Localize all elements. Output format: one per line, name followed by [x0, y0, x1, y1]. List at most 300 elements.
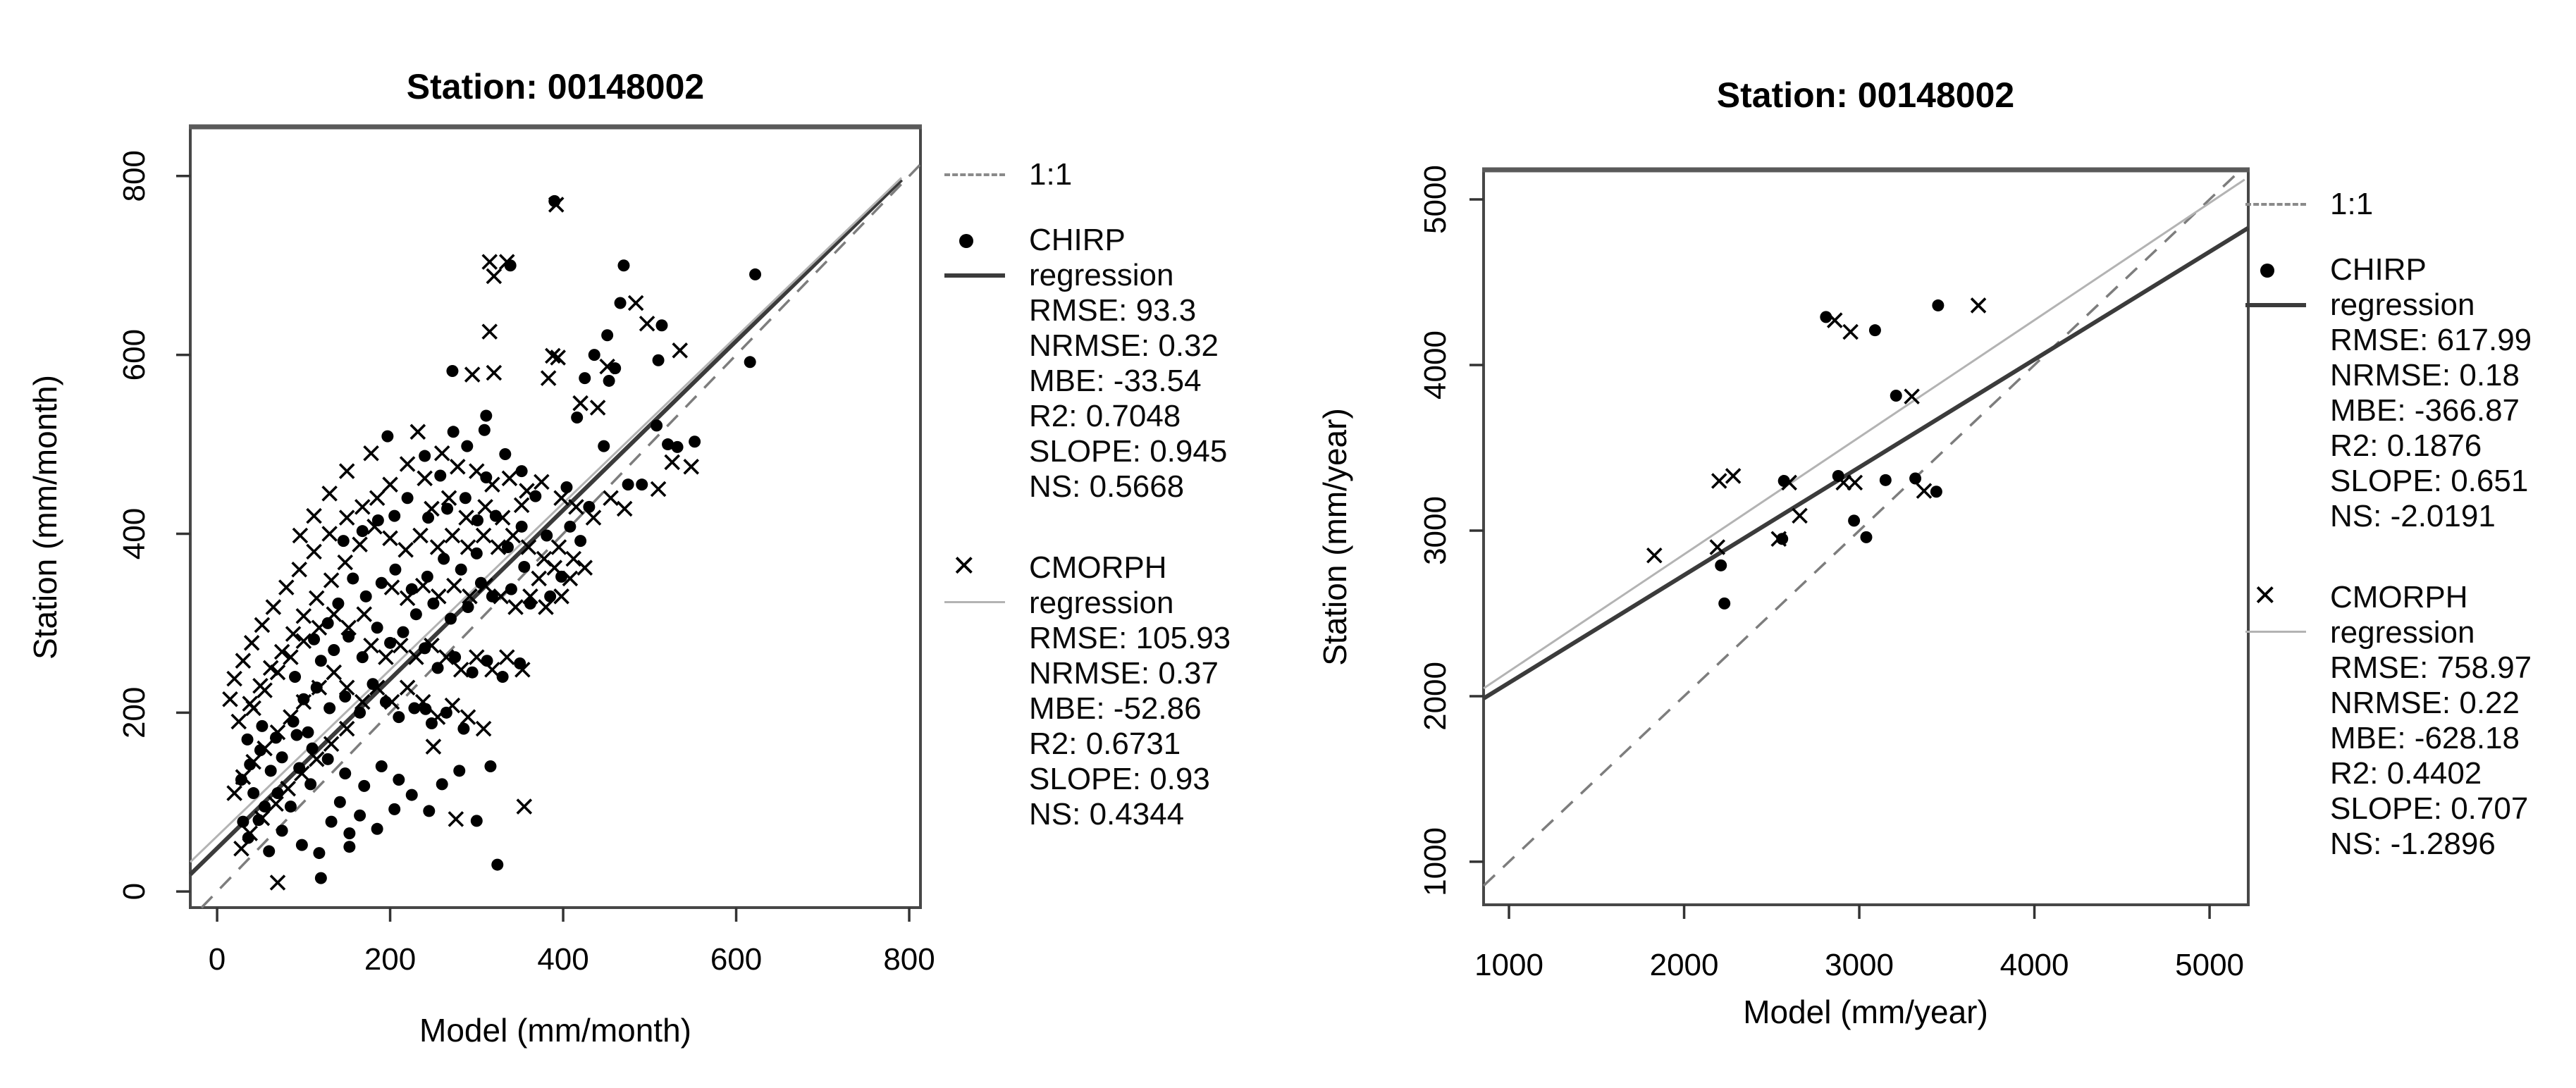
- chirp-point: [328, 644, 340, 656]
- one-to-one-label: 1:1: [2330, 187, 2374, 221]
- cmorph-regression-line: [190, 178, 901, 862]
- cmorph-point: [323, 526, 337, 540]
- cmorph-point: [393, 638, 407, 653]
- chirp-point: [471, 548, 483, 560]
- chirp-point: [453, 765, 465, 777]
- chirp-point: [480, 409, 492, 421]
- one-to-one-line-swatch: [2245, 203, 2306, 206]
- legend-item-1to1: [2245, 186, 2573, 223]
- cmorph-point: [1793, 509, 1807, 523]
- y-tick-label: 400: [117, 507, 152, 560]
- chirp-point: [358, 780, 370, 792]
- chirp-point: [445, 613, 457, 625]
- cmorph-stat-line: SLOPE: 0.93: [1029, 762, 1210, 796]
- chirp-point: [332, 598, 344, 610]
- cmorph-point: [228, 672, 242, 686]
- chirp-point: [347, 572, 359, 584]
- chirp-stat-line: SLOPE: 0.651: [2330, 464, 2529, 498]
- cmorph-point: [357, 607, 371, 622]
- chirp-point: [1718, 598, 1730, 610]
- cmorph-stat-lines: [1029, 586, 1231, 832]
- cmorph-point: [617, 502, 631, 516]
- cmorph-point: [1917, 484, 1931, 498]
- chirp-point: [322, 753, 334, 765]
- cmorph-point: [269, 797, 283, 811]
- cmorph-point: [442, 491, 456, 505]
- cmorph-point: [1711, 540, 1725, 554]
- cmorph-stat-line: R2: 0.4402: [2330, 756, 2482, 791]
- cmorph-point: [591, 401, 605, 415]
- chirp-point: [461, 440, 473, 452]
- chirp-point: [427, 598, 439, 610]
- cmorph-regression-swatch: [2245, 631, 2306, 633]
- one-to-one-line: [202, 164, 920, 908]
- y-tick-label: 4000: [1418, 330, 1453, 400]
- chirp-stat-line: MBE: -366.87: [2330, 393, 2520, 428]
- chirp-point: [601, 329, 613, 341]
- chirp-point: [402, 492, 414, 504]
- x-axis-label: Model (mm/year): [1743, 994, 1988, 1030]
- x-tick-label: 1000: [1474, 948, 1543, 982]
- chirp-point: [653, 354, 665, 366]
- cmorph-point: [506, 528, 520, 543]
- cmorph-point: [1844, 325, 1858, 339]
- chirp-point: [615, 297, 627, 309]
- one-to-one-swatch-wrap: [2245, 186, 2330, 223]
- chirp-point: [516, 465, 528, 477]
- cmorph-point: [586, 511, 600, 525]
- chirp-point: [471, 815, 483, 827]
- chirp-swatch-col: [944, 223, 1029, 505]
- cmorph-point: [465, 368, 479, 382]
- chirp-point: [406, 789, 418, 801]
- chirp-stat-line: RMSE: 93.3: [1029, 293, 1197, 328]
- chirp-point: [360, 591, 372, 602]
- cmorph-point: [517, 800, 531, 814]
- y-tick-label: 1000: [1418, 827, 1453, 896]
- cmorph-point: [567, 552, 581, 566]
- plot-title: Station: 00148002: [406, 67, 705, 106]
- y-tick-label: 600: [117, 328, 152, 381]
- x-tick-label: 0: [208, 942, 226, 977]
- cmorph-point: [555, 491, 569, 505]
- chirp-point: [603, 375, 615, 387]
- y-axis-label: Station (mm/year): [1317, 408, 1353, 666]
- cmorph-point: [604, 491, 618, 505]
- cmorph-x-marker-icon: ×: [2254, 574, 2276, 616]
- cmorph-point: [309, 752, 323, 766]
- chirp-point: [455, 564, 467, 576]
- cmorph-x-marker-icon: ×: [953, 544, 975, 586]
- chirp-point: [371, 823, 383, 835]
- chirp-dot-marker-icon: [959, 234, 973, 248]
- chirp-stat-line: NS: -2.0191: [2330, 499, 2496, 533]
- cmorph-regression-line: [1484, 180, 2245, 688]
- chirp-point: [1860, 531, 1872, 543]
- chirp-point: [564, 521, 576, 533]
- chirp-point: [393, 774, 405, 786]
- cmorph-point: [532, 571, 546, 586]
- chirp-point: [326, 816, 338, 828]
- cmorph-point: [309, 591, 323, 605]
- cmorph-point: [364, 446, 378, 460]
- chirp-point: [289, 671, 301, 683]
- chirp-point: [323, 702, 335, 714]
- chirp-stat-line: regression: [2330, 288, 2475, 322]
- cmorph-point: [431, 540, 445, 555]
- y-tick-label: 2000: [1418, 662, 1453, 731]
- cmorph-point: [323, 486, 337, 500]
- x-tick-label: 2000: [1649, 948, 1719, 982]
- y-tick-label: 800: [117, 150, 152, 202]
- cmorph-point: [519, 484, 534, 498]
- chirp-series-label: CHIRP: [2330, 252, 2427, 287]
- cmorph-point: [479, 500, 493, 514]
- cmorph-point: [255, 618, 269, 632]
- chirp-point: [749, 268, 761, 280]
- chirp-point: [598, 440, 610, 452]
- chirp-point: [446, 365, 458, 377]
- chirp-point: [265, 765, 277, 777]
- cmorph-point: [1712, 474, 1726, 488]
- cmorph-point: [340, 464, 354, 478]
- cmorph-point: [640, 316, 654, 330]
- chirp-point: [397, 626, 409, 638]
- cmorph-point: [1848, 476, 1862, 490]
- chirp-stat-line: NRMSE: 0.18: [2330, 358, 2520, 392]
- x-axis-label: Model (mm/month): [419, 1012, 691, 1049]
- cmorph-point: [307, 545, 321, 559]
- cmorph-point: [476, 722, 491, 736]
- cmorph-point: [364, 638, 378, 653]
- chirp-point: [744, 356, 756, 368]
- cmorph-point: [292, 562, 307, 576]
- cmorph-point: [383, 531, 398, 545]
- cmorph-point: [476, 528, 491, 543]
- chirp-stats-block: [1029, 223, 1227, 505]
- chirp-point: [479, 424, 491, 436]
- chirp-point: [408, 702, 420, 714]
- cmorph-regression-swatch: [944, 601, 1005, 603]
- x-tick-label: 600: [710, 942, 763, 977]
- cmorph-point: [445, 698, 460, 712]
- cmorph-point: [1971, 298, 1985, 312]
- chirp-point: [1880, 474, 1892, 486]
- cmorph-stat-line: MBE: -52.86: [1029, 691, 1202, 726]
- cmorph-point: [247, 701, 261, 715]
- right-legend: [2245, 186, 2573, 862]
- cmorph-point: [378, 650, 393, 664]
- cmorph-stat-line: NRMSE: 0.37: [1029, 656, 1219, 691]
- y-tick-label: 200: [117, 686, 152, 739]
- chirp-point: [376, 760, 388, 772]
- chirp-swatch-col: [2245, 252, 2330, 534]
- chirp-point: [237, 816, 249, 828]
- chirp-point: [389, 564, 401, 576]
- cmorph-stat-line: MBE: -628.18: [2330, 721, 2520, 755]
- legend-item-chirp: [2245, 252, 2573, 534]
- cmorph-point: [487, 269, 501, 283]
- cmorph-point: [399, 543, 413, 557]
- chirp-point: [1909, 472, 1921, 484]
- cmorph-point: [454, 662, 468, 676]
- chirp-point: [1890, 390, 1902, 402]
- cmorph-point: [447, 579, 461, 593]
- cmorph-point: [684, 459, 698, 474]
- chirp-point: [689, 435, 701, 447]
- chirp-stat-line: R2: 0.7048: [1029, 399, 1181, 433]
- chirp-series-label: CHIRP: [1029, 223, 1126, 257]
- chirp-point: [574, 535, 586, 547]
- chirp-point: [343, 827, 355, 839]
- chirp-point: [371, 622, 383, 633]
- cmorph-point: [449, 812, 463, 826]
- cmorph-point: [327, 665, 341, 679]
- cmorph-point: [541, 371, 555, 385]
- chirp-point: [655, 319, 667, 331]
- chirp-stat-lines: [2330, 288, 2532, 534]
- cmorph-point: [629, 296, 643, 310]
- chirp-point: [393, 711, 405, 723]
- chirp-point: [354, 810, 366, 822]
- legend-item-1to1: [944, 156, 1276, 193]
- y-tick-label: 3000: [1418, 496, 1453, 565]
- cmorph-point: [445, 528, 460, 543]
- chirp-point: [491, 859, 503, 871]
- chirp-point: [617, 259, 629, 271]
- chirp-point: [434, 469, 446, 481]
- cmorph-point: [418, 471, 432, 486]
- chirp-point: [381, 431, 393, 443]
- chirp-point: [1869, 324, 1881, 336]
- chirp-point: [588, 349, 600, 361]
- one-to-one-swatch-wrap: [944, 156, 1029, 193]
- chirp-stat-line: MBE: -33.54: [1029, 364, 1202, 398]
- chirp-point: [1848, 514, 1860, 526]
- chirp-point: [636, 478, 648, 490]
- chirp-point: [357, 525, 369, 537]
- cmorph-point: [578, 561, 592, 575]
- plot-title: Station: 00148002: [1716, 75, 2015, 115]
- cmorph-stat-line: R2: 0.6731: [1029, 727, 1181, 761]
- chirp-point: [544, 591, 556, 602]
- cmorph-point: [569, 500, 583, 514]
- cmorph-point: [293, 528, 307, 543]
- chirp-point: [263, 846, 275, 858]
- cmorph-stat-lines: [2330, 615, 2532, 862]
- cmorph-point: [297, 609, 311, 623]
- chirp-point: [276, 824, 288, 836]
- cmorph-stats-block: [2330, 580, 2532, 862]
- chirp-stat-line: regression: [1029, 258, 1174, 292]
- chirp-stat-line: NRMSE: 0.32: [1029, 328, 1219, 363]
- cmorph-point: [500, 650, 514, 664]
- chirp-regression-swatch: [944, 273, 1005, 278]
- chirp-point: [296, 839, 308, 851]
- cmorph-point: [469, 464, 483, 478]
- cmorph-point: [370, 491, 384, 505]
- chirp-point: [256, 720, 268, 732]
- cmorph-point: [279, 581, 293, 595]
- chirp-point: [484, 760, 496, 772]
- cmorph-stat-line: RMSE: 758.97: [2330, 650, 2532, 685]
- chirp-point: [541, 530, 553, 542]
- chirp-point: [579, 372, 591, 384]
- cmorph-point: [552, 540, 566, 555]
- cmorph-point: [232, 715, 246, 729]
- cmorph-point: [327, 607, 341, 622]
- cmorph-point: [340, 511, 354, 525]
- cmorph-point: [469, 650, 483, 664]
- x-tick-label: 400: [537, 942, 589, 977]
- chirp-point: [672, 441, 684, 453]
- legend-item-cmorph: [2245, 574, 2573, 862]
- cmorph-point: [548, 561, 562, 575]
- cmorph-point: [534, 475, 548, 489]
- cmorph-point: [509, 600, 523, 614]
- cmorph-point: [228, 786, 242, 800]
- cmorph-stat-line: NS: -1.2896: [2330, 827, 2496, 861]
- chirp-point: [436, 778, 448, 790]
- chirp-stats-block: [2330, 252, 2532, 534]
- y-axis-label: Station (mm/month): [27, 375, 63, 660]
- cmorph-point: [435, 446, 449, 460]
- chirp-point: [247, 787, 259, 799]
- x-tick-label: 200: [364, 942, 417, 977]
- cmorph-stat-line: NS: 0.4344: [1029, 797, 1185, 832]
- cmorph-point: [485, 662, 499, 676]
- chirp-point: [338, 535, 350, 547]
- one-to-one-line: [1484, 170, 2241, 886]
- cmorph-point: [355, 500, 369, 514]
- chirp-point: [423, 805, 435, 817]
- cmorph-point: [245, 636, 259, 650]
- cmorph-point: [258, 684, 272, 698]
- chirp-point: [1932, 299, 1944, 311]
- chirp-regression-swatch: [2245, 303, 2306, 307]
- cmorph-point: [281, 781, 295, 796]
- chirp-point: [276, 751, 288, 763]
- cmorph-series-label: CMORPH: [1029, 550, 1167, 585]
- cmorph-stat-line: SLOPE: 0.707: [2330, 791, 2529, 826]
- chirp-point: [622, 478, 634, 490]
- cmorph-point: [353, 538, 367, 552]
- chirp-stat-line: R2: 0.1876: [2330, 428, 2482, 463]
- chirp-point: [1930, 486, 1942, 497]
- cmorph-stats-block: [1029, 550, 1231, 832]
- chirp-point: [357, 651, 369, 663]
- cmorph-point: [461, 710, 475, 724]
- chirp-point: [388, 803, 400, 815]
- chirp-stat-line: RMSE: 617.99: [2330, 323, 2532, 357]
- cmorph-swatch-col: [2245, 574, 2330, 862]
- chirp-stat-line: NS: 0.5668: [1029, 469, 1185, 504]
- cmorph-point: [414, 528, 428, 543]
- chirp-point: [339, 767, 351, 779]
- x-tick-label: 800: [883, 942, 935, 977]
- cmorph-point: [385, 581, 399, 595]
- x-tick-label: 4000: [1999, 948, 2069, 982]
- cmorph-point: [487, 366, 501, 380]
- cmorph-point: [324, 573, 338, 587]
- x-tick-label: 3000: [1825, 948, 1894, 982]
- cmorph-point: [383, 478, 398, 492]
- cmorph-stat-line: regression: [1029, 586, 1174, 620]
- chirp-point: [410, 608, 422, 620]
- chirp-point: [583, 501, 595, 513]
- y-tick-label: 5000: [1418, 165, 1453, 235]
- cmorph-point: [665, 455, 679, 469]
- chirp-point: [313, 847, 325, 859]
- chirp-dot-marker-icon: [2260, 264, 2274, 278]
- chirp-stat-lines: [1029, 258, 1227, 505]
- y-tick-label: 0: [117, 882, 152, 901]
- cmorph-stat-line: NRMSE: 0.22: [2330, 686, 2520, 720]
- cmorph-point: [1647, 548, 1661, 562]
- one-to-one-label: 1:1: [1029, 157, 1073, 192]
- cmorph-point: [483, 325, 497, 339]
- chirp-point: [448, 426, 460, 438]
- cmorph-point: [266, 600, 281, 614]
- cmorph-point: [514, 498, 529, 512]
- chirp-point: [571, 412, 583, 424]
- cmorph-point: [673, 343, 687, 357]
- cmorph-point: [234, 841, 248, 855]
- chirp-point: [380, 696, 392, 708]
- chirp-point: [242, 734, 254, 746]
- legend-item-chirp: [944, 223, 1276, 505]
- chirp-point: [651, 419, 663, 431]
- cmorph-point: [236, 654, 250, 668]
- cmorph-point: [450, 459, 464, 474]
- chirp-point: [343, 841, 355, 853]
- chirp-point: [432, 662, 444, 674]
- cmorph-point: [307, 509, 321, 523]
- chirp-point: [285, 800, 297, 812]
- chirp-point: [302, 727, 314, 738]
- cmorph-point: [411, 425, 425, 439]
- cmorph-point: [460, 511, 474, 525]
- chirp-point: [334, 796, 346, 808]
- chirp-point: [315, 655, 327, 667]
- cmorph-point: [461, 540, 475, 555]
- chirp-point: [460, 492, 472, 504]
- chirp-regression-line: [1484, 228, 2248, 698]
- chirp-point: [315, 872, 327, 884]
- left-legend: [944, 156, 1276, 832]
- cmorph-point: [574, 396, 588, 410]
- chirp-point: [457, 723, 469, 735]
- legend-item-cmorph: [944, 544, 1276, 832]
- cmorph-stat-line: regression: [2330, 615, 2475, 650]
- chirp-point: [419, 450, 431, 462]
- cmorph-point: [1726, 469, 1740, 483]
- cmorph-point: [503, 471, 517, 486]
- cmorph-series-label: CMORPH: [2330, 580, 2468, 614]
- chirp-point: [304, 778, 316, 790]
- cmorph-point: [271, 665, 285, 679]
- cmorph-point: [483, 255, 497, 269]
- one-to-one-line-swatch: [944, 173, 1005, 176]
- cmorph-point: [338, 555, 352, 569]
- chirp-point: [1715, 560, 1727, 571]
- cmorph-point: [400, 457, 414, 471]
- cmorph-point: [538, 600, 553, 614]
- cmorph-point: [271, 875, 285, 889]
- cmorph-stat-line: RMSE: 105.93: [1029, 621, 1231, 655]
- chirp-point: [518, 561, 530, 573]
- chirp-point: [307, 743, 319, 755]
